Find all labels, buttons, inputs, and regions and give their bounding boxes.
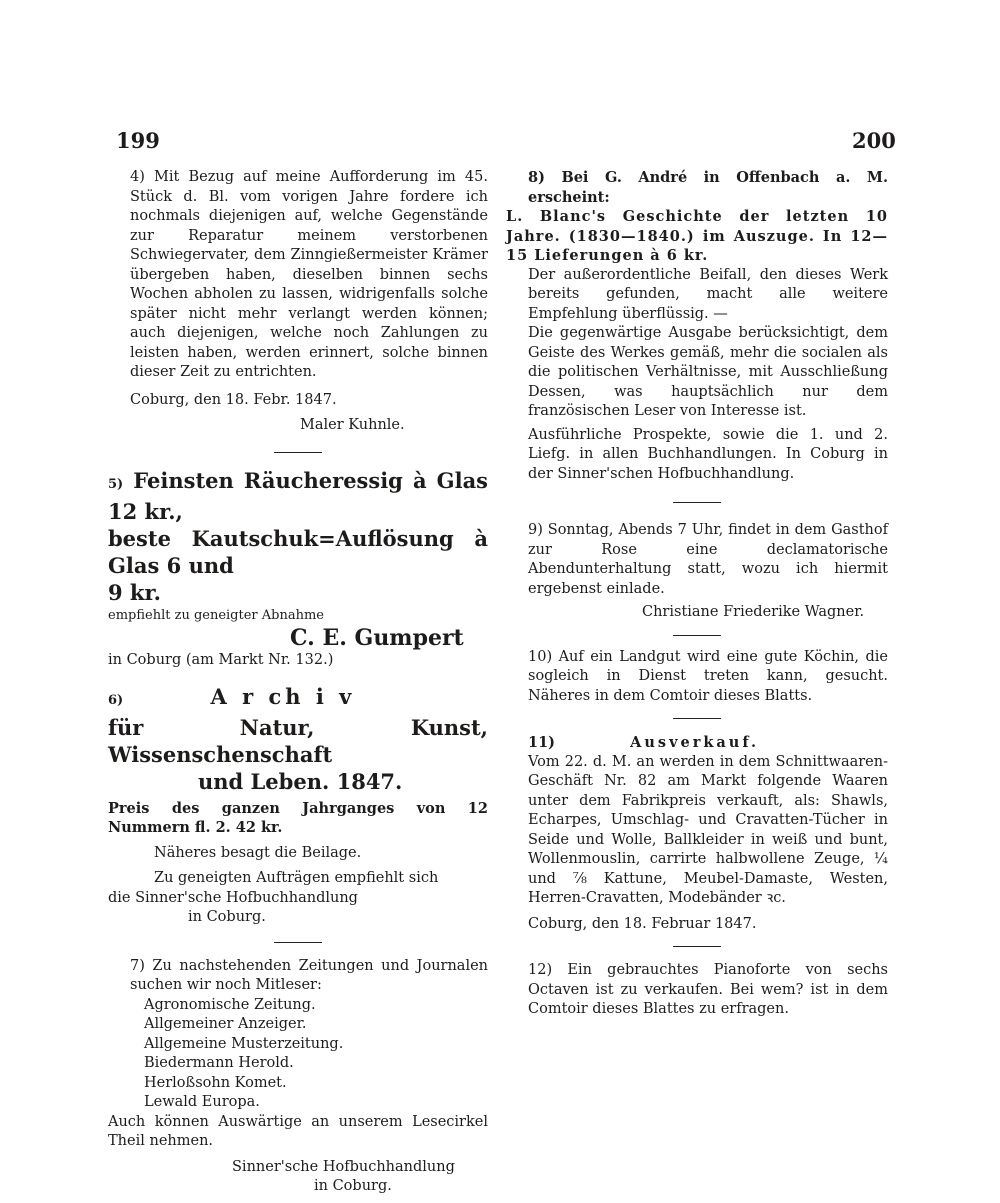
notice-9-signature: Christiane Friederike Wagner. — [642, 604, 865, 620]
notice-7-signature-2: in Coburg. — [314, 1178, 392, 1194]
list-item: Herloßsohn Komet. — [144, 1074, 287, 1091]
notice-4 — [108, 168, 488, 436]
notice-8-intro: 8) Bei G. André in Offenbach a. M. erscheint: — [528, 169, 888, 206]
notice-11-number: 11) — [528, 734, 556, 751]
notice-4-text: 4) Mit Bezug auf meine Aufforderung im 45. Stück d. Bl. vom vorigen Jahre fordere ich nochmals diejenigen auf, welche Gegenstände zur Reparatur meinem verstorbenen Schwiegervater, dem Zinngießermeister Krämer übergeben haben, dieselben binnen sechs Wochen abholen zu lassen, widrigenfalls solche später nicht mehr verlangt werden können; auch diejenigen, welche noch Zahlungen zu leisten haben, werden erinnert, solche binnen dieser Zeit zu entrichten. — [130, 169, 488, 380]
notice-11-title: Ausverkauf. — [630, 734, 760, 751]
notice-6-recommend-3: in Coburg. — [188, 909, 266, 925]
notice-9-text: 9) Sonntag, Abends 7 Uhr, findet in dem Gasthof zur Rose eine declamatorische Abendunterhaltung statt, wozu ich hiermit ergebenst einlade. — [528, 522, 888, 597]
notice-6-recommend-1: Zu geneigten Aufträgen empfiehlt sich — [154, 870, 439, 886]
list-item: Biedermann Herold. — [144, 1055, 294, 1071]
notice-7-text: 7) Zu nachstehenden Zeitungen und Journalen suchen wir noch Mitleser: — [130, 957, 488, 993]
notice-5-address: in Coburg (am Markt Nr. 132.) — [108, 652, 334, 668]
notice-8 — [506, 168, 888, 484]
divider — [673, 502, 721, 503]
page-number-right: 200 — [852, 128, 896, 153]
right-column — [506, 168, 888, 1026]
notice-6-number: 6) — [108, 692, 124, 708]
list-item: Allgemeine Musterzeitung. — [144, 1035, 344, 1052]
notice-11 — [506, 733, 888, 934]
notice-5-line1: Feinsten Räucheressig à Glas 12 kr., — [108, 467, 488, 524]
notice-8-para-1: Der außerordentliche Beifall, den dieses Werk bereits gefunden, macht alle weitere Empfehlung überflüssig. — — [528, 266, 888, 322]
notice-7-signature-1: Sinner'sche Hofbuchhandlung — [232, 1158, 455, 1175]
notice-4-signature: Maler Kuhnle. — [300, 417, 405, 433]
divider — [673, 718, 721, 719]
notice-11-place: Coburg, den 18. Februar 1847. — [528, 915, 757, 932]
notice-6-price: Preis des ganzen Jahrganges von 12 Nummern fl. 2. 42 kr. — [108, 799, 488, 836]
notice-10-text: 10) Auf ein Landgut wird eine gute Köchin, die sogleich in Dienst treten kann, gesucht. Näheres in dem Comtoir dieses Blatts. — [528, 648, 888, 704]
list-item: Allgemeiner Anzeiger. — [144, 1016, 307, 1032]
notice-6-details: Näheres besagt die Beilage. — [154, 844, 362, 861]
left-column — [108, 168, 488, 1203]
notice-5-empfiehlt: empfiehlt zu geneigter Abnahme — [108, 607, 324, 623]
notice-5-line3: 9 kr. — [108, 579, 161, 605]
notice-12 — [506, 961, 888, 1020]
page-number-left: 199 — [116, 128, 160, 153]
divider — [673, 635, 721, 636]
divider — [274, 452, 322, 453]
notice-8-para-3: Ausführliche Prospekte, sowie die 1. und 2. Liefg. in allen Buchhandlungen. In Coburg in der Sinner'schen Hofbuchhandlung. — [528, 426, 888, 482]
list-item: Agronomische Zeitung. — [144, 996, 316, 1013]
divider — [274, 942, 322, 943]
notice-5 — [108, 467, 488, 671]
notice-6-title: A r ch i v — [210, 683, 356, 709]
notice-7 — [108, 957, 488, 1197]
notice-6-subtitle-2: und Leben. 1847. — [198, 768, 403, 794]
notice-6-recommend-2: die Sinner'sche Hofbuchhandlung — [108, 889, 358, 906]
notice-9 — [506, 521, 888, 623]
notice-5-firm: C. E. Gumpert — [290, 625, 464, 651]
notice-7-note: Auch können Auswärtige an unserem Lesecirkel Theil nehmen. — [108, 1113, 488, 1149]
notice-5-line2: beste Kautschuk=Auflösung à Glas 6 und — [108, 525, 488, 578]
notice-8-title: L. Blanc's Geschichte der letzten 10 Jahre. (1830—1840.) im Auszuge. In 12—15 Lieferungen à 6 kr. — [506, 208, 888, 264]
notice-8-para-2: Die gegenwärtige Ausgabe berücksichtigt, dem Geiste des Werkes gemäß, mehr die socialen als die politischen Verhältnisse, mit Ausschließung Dessen, was hauptsächlich nur dem französischen Leser von Interesse ist. — [528, 325, 888, 419]
notice-11-text: Vom 22. d. M. an werden in dem Schnittwaaren-Geschäft Nr. 82 am Markt folgende Waaren unter dem Fabrikpreis verkauft, als: Shawls, Echarpes, Umschlag- und Cravatten-Tücher in Seide und Wolle, Ballkleider in weiß und bunt, Wollenmouslin, carrirte halbwollene Zeuge, ¼ und ⅞ Kattune, Meubel-Damaste, Westen, Herren-Cravatten, Modebänder ꝛc. — [528, 753, 888, 906]
notice-12-text: 12) Ein gebrauchtes Pianoforte von sechs Octaven ist zu verkaufen. Bei wem? ist in dem Comtoir dieses Blattes zu erfragen. — [528, 962, 888, 1017]
notice-7-list — [108, 996, 488, 1113]
notice-10 — [506, 648, 888, 707]
divider — [673, 946, 721, 947]
notice-5-number: 5) — [108, 476, 124, 492]
list-item: Lewald Europa. — [144, 1094, 260, 1110]
notice-6-subtitle-1: für Natur, Kunst, Wissenschenschaft — [108, 714, 488, 767]
notice-6 — [108, 683, 488, 928]
notice-4-place: Coburg, den 18. Febr. 1847. — [130, 391, 337, 408]
